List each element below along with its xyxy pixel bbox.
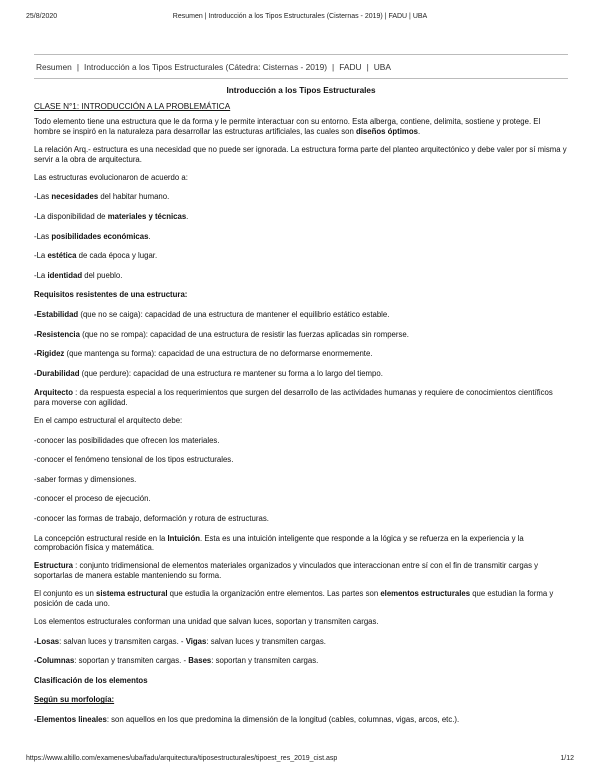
text: . Esta es una intuición inteligente que responde a la lógica y se refuerza en la experiencia y la comprobación física y matemática. (34, 533, 524, 553)
bold-text: sistema estructural (95, 589, 168, 599)
nav-item-course[interactable]: Introducción a los Tipos Estructurales (Cátedra: Cisternas - 2019) (84, 62, 328, 72)
list-item-durabilidad (34, 369, 568, 379)
text: : da respuesta especial a los requerimientos que surgen del desarrollo de las actividades humanas y requiere de conocimientos científicos para moverse con agilidad. (34, 388, 553, 407)
text: : soportan y transmiten cargas. - (74, 656, 189, 666)
text: (que no se caiga): capacidad de una estructura de mantener el equilibrio estático estable. (78, 309, 390, 319)
paragraph-campo: En el campo estructural el arquitecto debe: (34, 416, 183, 426)
bold-text: Intuición (167, 533, 200, 543)
text: -Las (34, 231, 52, 241)
bold-text: Bases (188, 656, 212, 666)
list-item-identidad (34, 271, 568, 281)
list-item-conocer-3: -conocer el proceso de ejecución. (34, 494, 151, 504)
page-number: 1/12 (560, 755, 574, 762)
bold-text: estética (47, 251, 77, 261)
paragraph-unidad: Los elementos estructurales conforman una unidad que salvan luces, soportan y transmiten cargas. (34, 616, 379, 626)
list-item-estabilidad (34, 310, 568, 320)
nav-item-fadu[interactable]: FADU (339, 62, 362, 72)
bold-text: posibilidades económicas (51, 231, 149, 241)
text: -La (34, 251, 48, 261)
nav-separator: | (332, 62, 335, 72)
list-item-lineales (34, 715, 568, 725)
text: : soportan y transmiten cargas. (211, 656, 319, 666)
text: del pueblo. (82, 270, 123, 280)
paragraph-intuicion (34, 534, 568, 553)
bold-underlined-text: Según su morfología: (34, 695, 115, 705)
list-item-materiales (34, 212, 568, 222)
text: El conjunto es un (34, 589, 96, 599)
bold-text: -Estabilidad (34, 309, 79, 319)
text: que estudian la forma y posición de cada uno. (34, 589, 554, 608)
requisitos-heading (34, 290, 568, 300)
text: del habitar humano. (98, 192, 170, 202)
text: : son aquellos en los que predomina la dimensión de la longitud (cables, columnas, vigas, arcos, etc.). (106, 714, 460, 724)
bold-text: -Losas (34, 636, 60, 646)
list-item-saber: -saber formas y dimensiones. (34, 474, 137, 484)
text: de cada época y lugar. (76, 251, 158, 261)
text: : conjunto tridimensional de elementos materiales organizados y vinculados que interaccionan entre sí con el fin de transmitir cargas y soportarlas de manera estable manteniendo su forma. (34, 561, 539, 580)
bold-text: elementos estructurales (380, 589, 471, 599)
list-item-conocer-4: -conocer las formas de trabajo, deformación y rotura de estructuras. (34, 514, 269, 524)
print-url: https://www.altillo.com/examenes/uba/fadu/arquitectura/tiposestructurales/tipoest_res_2019_cist.asp (26, 755, 338, 762)
section-heading-clase-1: CLASE N°1: INTRODUCCIÓN A LA PROBLEMÁTICA (34, 101, 231, 111)
bold-text: identidad (47, 270, 83, 280)
clasificacion-heading (34, 676, 568, 686)
bold-text: -Columnas (34, 656, 75, 666)
list-item-rigidez (34, 349, 568, 359)
text: (que perdure): capacidad de una estructura re mantener su forma a lo largo del tiempo. (79, 368, 383, 378)
bold-text: necesidades (51, 192, 99, 202)
morfologia-heading (34, 695, 568, 705)
bold-text: diseños óptimos (356, 126, 418, 136)
text: -Las (34, 192, 52, 202)
nav-item-resumen[interactable]: Resumen (36, 62, 72, 72)
text: que estudia la organización entre elementos. Las partes son (167, 589, 381, 599)
document-body (34, 80, 568, 733)
bold-text: Clasificación de los elementos (34, 675, 148, 685)
list-item-estetica (34, 251, 568, 261)
text: Todo elemento tiene una estructura que le da forma y le permite interactuar con su entorno. Esta alberga, contiene, delimita, sostiene y protege. El hombre se inspiró en la naturaleza para desarrollar las estructuras artificiales, las cuales son (34, 117, 541, 136)
list-item-conocer-2: -conocer el fenómeno tensional de los tipos estructurales. (34, 455, 234, 465)
bold-text: Requisitos resistentes de una estructura: (34, 290, 188, 300)
paragraph-relacion: La relación Arq.- estructura es una necesidad que no puede ser ignorada. La estructura forma parte del planteo arquitectónico y debe valer por sí misma y servir a la obra de arquitectura. (34, 144, 567, 164)
nav-separator: | (366, 62, 369, 72)
nav-separator: | (76, 62, 80, 72)
text: (que no se rompa): capacidad de una estructura de resistir las fuerzas aplicadas sin romperse. (79, 329, 409, 339)
bold-text: -Rigidez (34, 349, 65, 359)
paragraph-arquitecto (34, 388, 568, 407)
text: La concepción estructural reside en la (34, 533, 168, 543)
paragraph-evolucion: Las estructuras evolucionaron de acuerdo a: (34, 172, 188, 182)
text: . (148, 231, 151, 241)
document-title: Introducción a los Tipos Estructurales (226, 86, 376, 95)
text: -La disponibilidad de (34, 211, 108, 221)
print-page-title: Resumen | Introducción a los Tipos Estructurales (Cisternas - 2019) | FADU | UBA (172, 13, 428, 20)
list-item-losas-vigas (34, 637, 568, 647)
breadcrumb-nav (34, 54, 568, 79)
list-item-economicas (34, 232, 568, 242)
text: : salvan luces y transmiten cargas. (206, 636, 326, 646)
paragraph-sistema (34, 589, 568, 608)
bold-text: -Elementos lineales (34, 714, 107, 724)
text: : salvan luces y transmiten cargas. - (59, 636, 186, 646)
text: . (417, 126, 421, 136)
paragraph-estructura (34, 561, 568, 580)
bold-text: Vigas (185, 636, 207, 646)
text: -La (34, 270, 48, 280)
bold-text: -Resistencia (34, 329, 80, 339)
paragraph-intro (34, 117, 568, 136)
bold-text: materiales y técnicas (107, 211, 187, 221)
bold-text: Estructura (34, 561, 73, 571)
text: . (186, 211, 189, 221)
list-item-conocer-1: -conocer las posibilidades que ofrecen los materiales. (34, 435, 220, 445)
list-item-resistencia (34, 330, 568, 340)
nav-item-uba[interactable]: UBA (373, 62, 391, 72)
bold-text: -Durabilidad (34, 368, 80, 378)
list-item-columnas-bases (34, 656, 568, 666)
list-item-necesidades (34, 192, 568, 202)
text: (que mantenga su forma): capacidad de una estructura de no deformarse enormemente. (64, 349, 373, 359)
bold-text: Arquitecto (34, 388, 73, 398)
print-date: 25/8/2020 (26, 13, 58, 20)
